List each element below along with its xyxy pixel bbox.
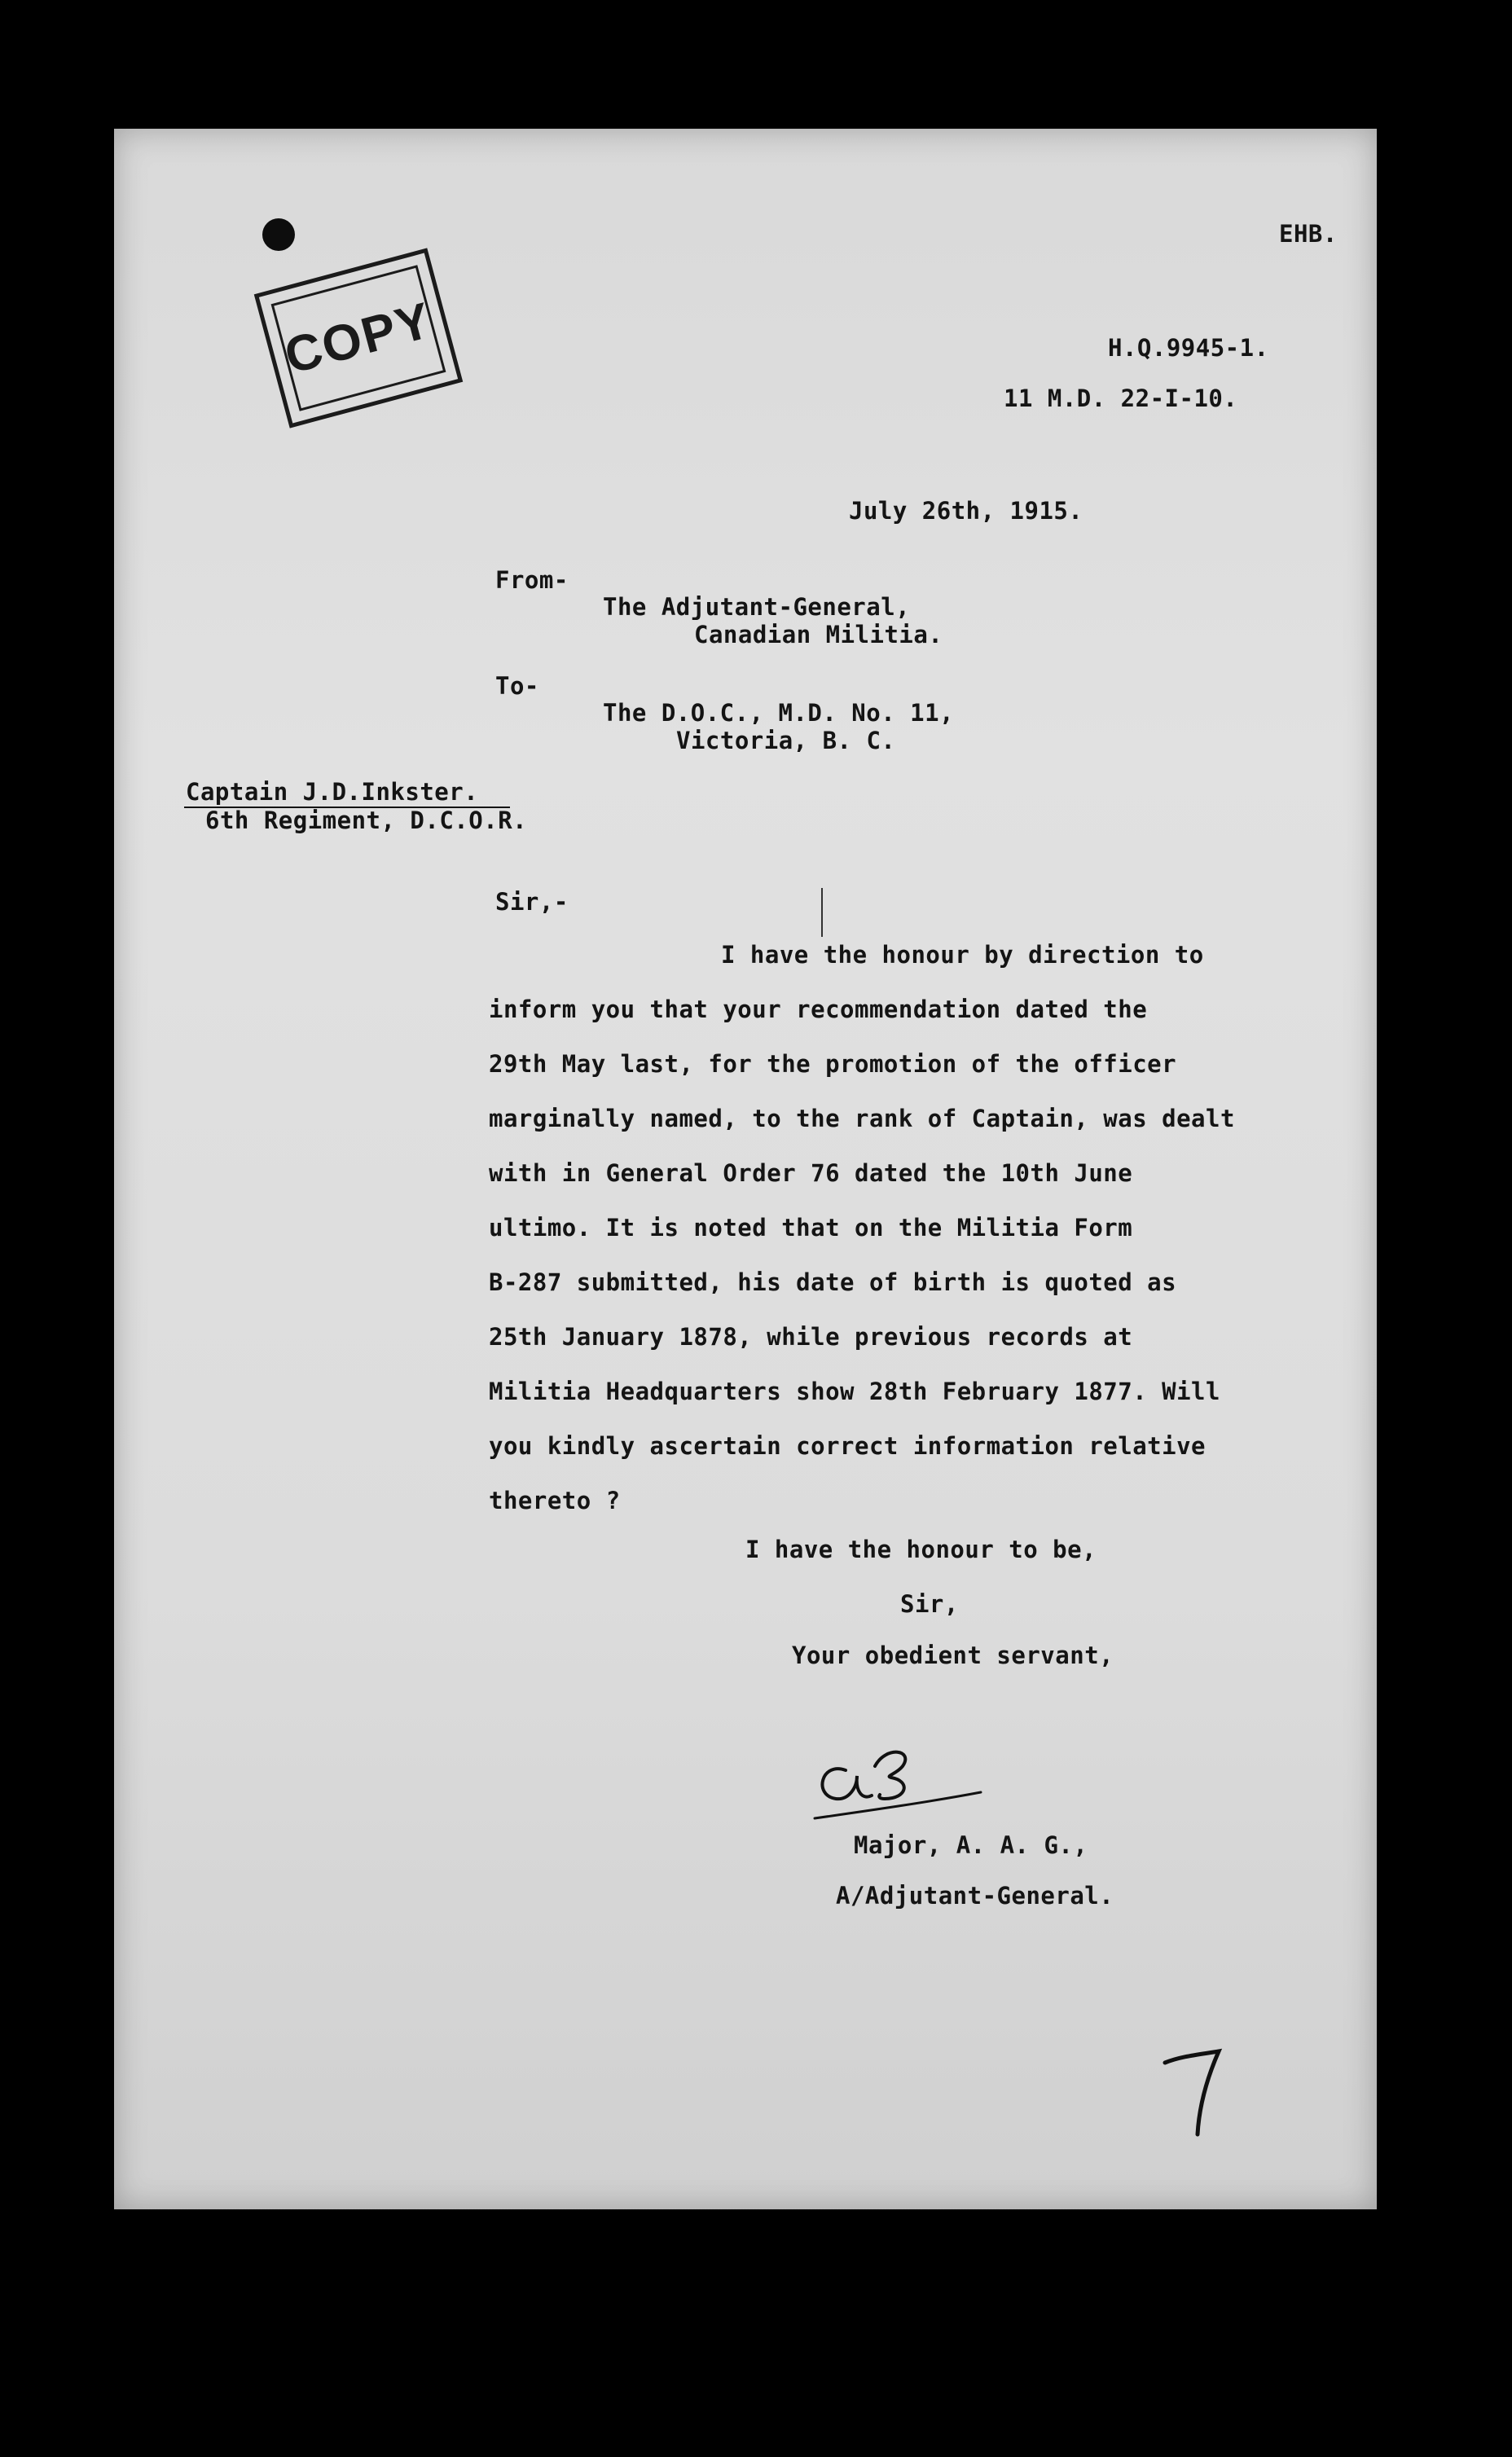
initials: EHB.: [1279, 220, 1338, 248]
marginal-note-regiment: 6th Regiment, D.C.O.R.: [205, 807, 528, 834]
closing-line-1: I have the honour to be,: [745, 1536, 1097, 1563]
body-line: marginally named, to the rank of Captain, was dealt: [489, 1105, 1235, 1132]
from-label: From-: [495, 566, 569, 594]
from-line-2: Canadian Militia.: [694, 621, 943, 648]
salutation: Sir,-: [495, 888, 569, 916]
body-line: 29th May last, for the promotion of the officer: [489, 1050, 1177, 1078]
signatory-role: A/Adjutant-General.: [836, 1882, 1114, 1910]
letter-date: July 26th, 1915.: [849, 497, 1083, 525]
body-line: with in General Order 76 dated the 10th June: [489, 1159, 1133, 1187]
body-line: Militia Headquarters show 28th February 1877. Will: [489, 1378, 1220, 1405]
closing-line-2: Sir,: [900, 1590, 959, 1618]
to-line-1: The D.O.C., M.D. No. 11,: [603, 699, 955, 727]
body-line: ultimo. It is noted that on the Militia Form: [489, 1214, 1133, 1242]
from-line-1: The Adjutant-General,: [603, 593, 911, 621]
marginal-note-name: Captain J.D.Inkster.: [186, 778, 479, 806]
hole-punch-mark: [262, 218, 295, 251]
district-reference: 11 M.D. 22-I-10.: [1004, 385, 1238, 412]
margin-mark: [821, 888, 823, 937]
handwritten-signature: [807, 1734, 994, 1839]
page-mark-glyph: [1157, 2037, 1230, 2143]
body-line: B-287 submitted, his date of birth is quoted as: [489, 1268, 1177, 1296]
body-line: you kindly ascertain correct information relative: [489, 1432, 1207, 1460]
to-label: To-: [495, 672, 539, 700]
body-line: inform you that your recommendation dated the: [489, 996, 1148, 1023]
closing-line-3: Your obedient servant,: [792, 1642, 1114, 1669]
copy-stamp-text: COPY: [279, 291, 438, 385]
body-line: 25th January 1878, while previous records at: [489, 1323, 1133, 1351]
to-line-2: Victoria, B. C.: [676, 727, 896, 754]
file-reference: H.Q.9945-1.: [1108, 334, 1269, 362]
body-line: thereto ?: [489, 1487, 621, 1514]
signatory-title: Major, A. A. G.,: [854, 1831, 1088, 1859]
body-line: I have the honour by direction to: [721, 941, 1204, 969]
